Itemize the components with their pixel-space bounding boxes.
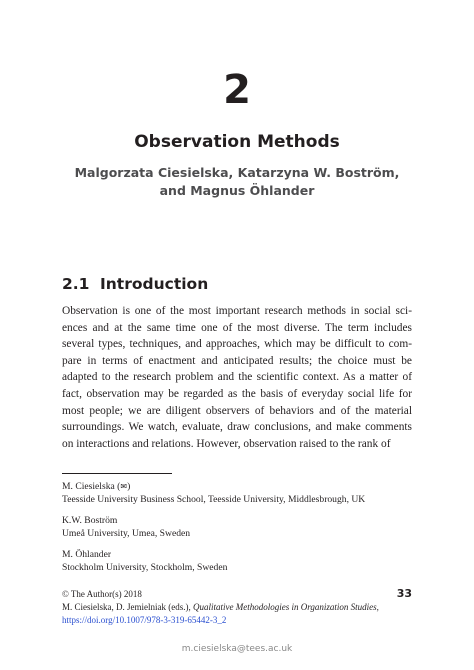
- body-line: fact, observation may be regarded as the basis of everyday social life for: [62, 387, 412, 400]
- chapter-authors: [0, 164, 474, 200]
- doi-link[interactable]: https://doi.org/10.1007/978-3-319-65442-3_2: [62, 614, 227, 625]
- affiliation-bostrom: [62, 514, 422, 541]
- chapter-title: Observation Methods: [134, 132, 340, 152]
- affiliation-name: K.W. Boström: [62, 515, 118, 526]
- body-line: ences and at the same time one of the most diverse. The term includes: [62, 321, 412, 334]
- body-line: surroundings. We watch, evaluate, draw conclusions, and make comments: [62, 421, 412, 434]
- affiliation-institution: Umeå University, Umea, Sweden: [62, 528, 191, 540]
- envelope-icon[interactable]: ✉: [120, 482, 128, 491]
- section-heading: [62, 274, 208, 294]
- affiliation-institution: Stockholm University, Stockholm, Sweden: [62, 562, 228, 574]
- body-line: Observation is one of the most important research methods in social sci-: [62, 305, 412, 317]
- authors-line-1: Malgorzata Ciesielska, Katarzyna W. Boström,: [74, 165, 400, 180]
- body-line: on interactions and relations. However, observation raised to the rank of: [62, 437, 391, 450]
- body-paragraph: [62, 303, 412, 452]
- affiliation-name: M. Ciesielska: [62, 481, 115, 492]
- affiliation-name: M. Öhlander: [62, 549, 112, 560]
- email-watermark: m.ciesielska@tees.ac.uk: [181, 644, 293, 654]
- section-title: Introduction: [100, 275, 209, 293]
- body-line: most people; we are diligent observers of behaviors and of the material: [62, 404, 412, 417]
- body-line: adapted to the research problem and the scientific context. As a matter of: [62, 371, 412, 384]
- chapter-number: 2: [223, 67, 251, 113]
- citation-prefix: M. Ciesielska, D. Jemielniak (eds.),: [62, 601, 191, 612]
- footnote-divider: [62, 473, 172, 474]
- body-line: pare in terms of enactment and anticipated results; the choice must be: [62, 354, 412, 367]
- copyright-notice: © The Author(s) 2018: [62, 589, 142, 599]
- page-footer: [62, 588, 422, 626]
- affiliation-institution: Teesside University Business School, Teesside University, Middlesbrough, UK: [62, 494, 366, 506]
- citation-book-title: Qualitative Methodologies in Organization Studies,: [192, 601, 379, 612]
- section-number: 2.1: [62, 275, 90, 293]
- page-number: 33: [396, 587, 412, 600]
- body-line: several types, techniques, and approaches, which may be difficult to com-: [62, 338, 412, 351]
- affiliation-ohlander: [62, 548, 422, 575]
- citation: [62, 601, 422, 614]
- affiliation-ciesielska: M. Ciesielska (✉) Teesside University Business School, Teesside University, Middlesbrough, UK: [62, 480, 422, 507]
- authors-line-2: and Magnus Öhlander: [159, 183, 315, 198]
